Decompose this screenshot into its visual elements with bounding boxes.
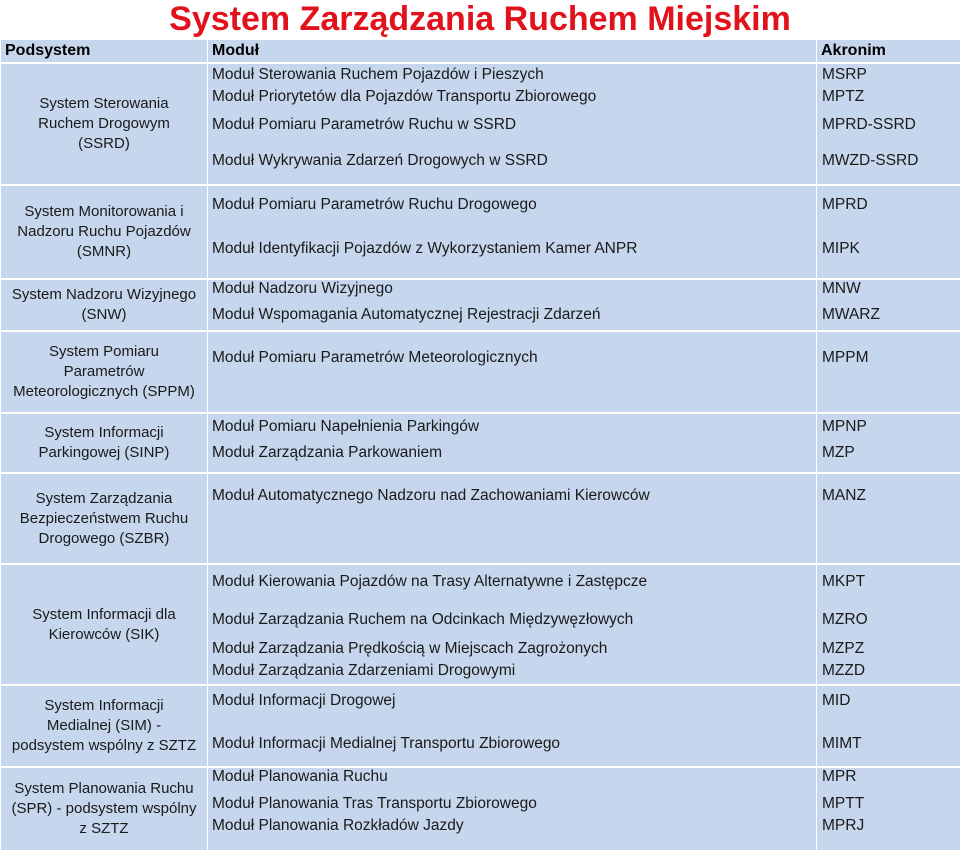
- module-name: Moduł Kierowania Pojazdów na Trasy Alternatywne i Zastępcze: [212, 573, 648, 590]
- subsystem-cell: System Informacji Parkingowej (SINP): [1, 414, 207, 472]
- acronym: MWZD-SSRD: [822, 152, 919, 169]
- acronym-cell: [817, 474, 960, 563]
- subsystem-cell: System Planowania Ruchu (SPR) - podsystem wspólny z SZTZ: [1, 768, 207, 850]
- module-name: Moduł Nadzoru Wizyjnego: [212, 280, 393, 297]
- acronym: MKPT: [822, 573, 866, 590]
- subsystem-cell: System Monitorowania i Nadzoru Ruchu Pojazdów (SMNR): [1, 186, 207, 278]
- module-cell: [208, 474, 816, 563]
- acronym: MPR: [822, 768, 857, 785]
- header-akronim: Akronim: [817, 40, 960, 62]
- acronym: MPRD-SSRD: [822, 116, 916, 133]
- acronym-cell: [817, 414, 960, 472]
- module-name: Moduł Pomiaru Napełnienia Parkingów: [212, 418, 480, 435]
- acronym: MPTT: [822, 795, 865, 812]
- acronym: MIMT: [822, 735, 862, 752]
- acronym: MZP: [822, 444, 855, 461]
- module-cell: [208, 565, 816, 684]
- module-cell: [208, 186, 816, 278]
- subsystem-cell: System Informacji Medialnej (SIM) - podsystem wspólny z SZTZ: [1, 686, 207, 766]
- module-name: Moduł Zarządzania Parkowaniem: [212, 444, 443, 461]
- module-name: Moduł Wykrywania Zdarzeń Drogowych w SSRD: [212, 152, 548, 169]
- subsystem-cell: System Zarządzania Bezpieczeństwem Ruchu Drogowego (SZBR): [1, 474, 207, 563]
- acronym-cell: [817, 332, 960, 412]
- module-cell: [208, 280, 816, 330]
- acronym: MIPK: [822, 240, 860, 257]
- module-cell: [208, 332, 816, 412]
- module-name: Moduł Pomiaru Parametrów Ruchu w SSRD: [212, 116, 517, 133]
- acronym: MPPM: [822, 349, 869, 366]
- acronym-cell: [817, 565, 960, 684]
- module-name: Moduł Zarządzania Ruchem na Odcinkach Międzywęzłowych: [212, 611, 634, 628]
- acronym: MPNP: [822, 418, 867, 435]
- acronym-cell: [817, 768, 960, 850]
- page-title: System Zarządzania Ruchem Miejskim: [169, 0, 791, 38]
- acronym: MPRD: [822, 196, 868, 213]
- module-name: Moduł Planowania Rozkładów Jazdy: [212, 817, 464, 834]
- acronym: MPTZ: [822, 88, 865, 105]
- header-modul: Moduł: [208, 40, 816, 62]
- module-cell: [208, 64, 816, 184]
- acronym: MZPZ: [822, 640, 865, 657]
- module-name: Moduł Zarządzania Zdarzeniami Drogowymi: [212, 662, 516, 679]
- module-name: Moduł Planowania Ruchu: [212, 768, 388, 785]
- acronym-cell: [817, 64, 960, 184]
- acronym-cell: [817, 686, 960, 766]
- acronym: MZZD: [822, 662, 866, 679]
- acronym: MSRP: [822, 66, 867, 83]
- module-name: Moduł Informacji Drogowej: [212, 692, 396, 709]
- module-name: Moduł Informacji Medialnej Transportu Zbiorowego: [212, 735, 561, 752]
- module-name: Moduł Planowania Tras Transportu Zbiorowego: [212, 795, 537, 812]
- subsystem-cell: System Nadzoru Wizyjnego (SNW): [1, 280, 207, 330]
- module-name: Moduł Identyfikacji Pojazdów z Wykorzystaniem Kamer ANPR: [212, 240, 638, 257]
- subsystem-cell: System Pomiaru Parametrów Meteorologicznych (SPPM): [1, 332, 207, 412]
- module-name: Moduł Priorytetów dla Pojazdów Transportu Zbiorowego: [212, 88, 597, 105]
- module-name: Moduł Sterowania Ruchem Pojazdów i Pieszych: [212, 66, 544, 83]
- module-name: Moduł Wspomagania Automatycznej Rejestracji Zdarzeń: [212, 306, 601, 323]
- acronym: MID: [822, 692, 851, 709]
- acronym: MPRJ: [822, 817, 865, 834]
- acronym: MANZ: [822, 487, 866, 504]
- acronym-cell: [817, 280, 960, 330]
- module-name: Moduł Automatycznego Nadzoru nad Zachowaniami Kierowców: [212, 487, 650, 504]
- header-podsystem: Podsystem: [1, 40, 207, 62]
- module-name: Moduł Pomiaru Parametrów Ruchu Drogowego: [212, 196, 537, 213]
- subsystem-cell: System Informacji dla Kierowców (SIK): [1, 565, 207, 684]
- acronym: MWARZ: [822, 306, 880, 323]
- module-cell: [208, 686, 816, 766]
- subsystem-cell: System Sterowania Ruchem Drogowym (SSRD): [1, 64, 207, 184]
- subsystem-table: [1, 40, 960, 850]
- module-name: Moduł Zarządzania Prędkością w Miejscach Zagrożonych: [212, 640, 608, 657]
- module-cell: [208, 414, 816, 472]
- acronym: MZRO: [822, 611, 868, 628]
- acronym-cell: [817, 186, 960, 278]
- module-cell: [208, 768, 816, 850]
- acronym: MNW: [822, 280, 861, 297]
- module-name: Moduł Pomiaru Parametrów Meteorologicznych: [212, 349, 538, 366]
